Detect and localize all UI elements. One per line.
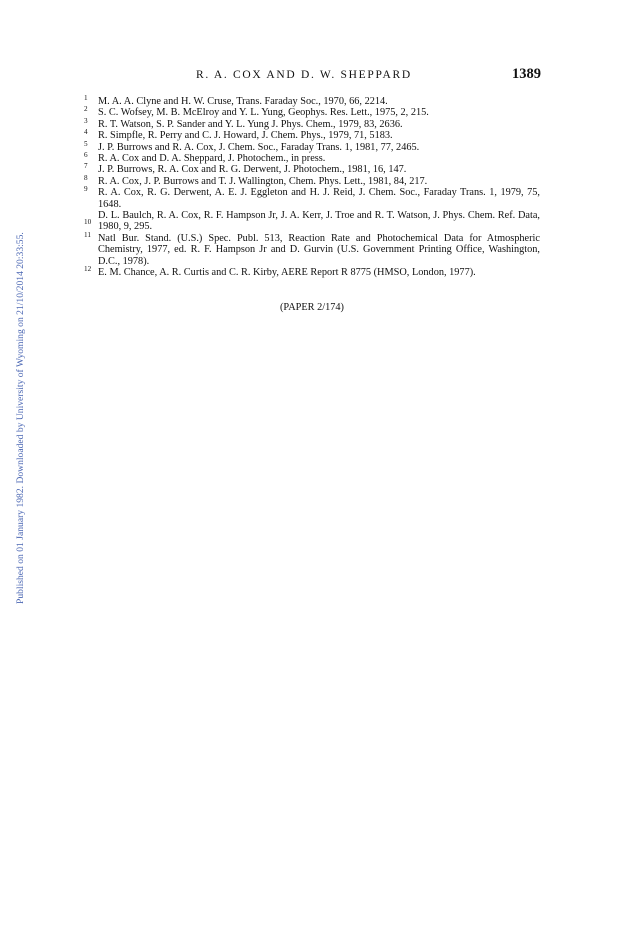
reference-number: 2	[84, 105, 88, 114]
reference-text: R. A. Cox and D. A. Sheppard, J. Photochem., in press.	[98, 153, 326, 165]
reference-text: R. A. Cox, R. G. Derwent, A. E. J. Eggleton and H. J. Reid, J. Chem. Soc., Faraday Trans. 1, 1979, 75, 1648.	[98, 187, 540, 210]
reference-item	[84, 139, 540, 153]
reference-number: 7	[84, 162, 88, 171]
reference-text: R. Simpfle, R. Perry and C. J. Howard, J. Chem. Phys., 1979, 71, 5183.	[98, 130, 393, 142]
reference-number: 5	[84, 139, 88, 148]
reference-item	[84, 173, 540, 187]
page-number: 1389	[512, 66, 541, 82]
reference-text: M. A. A. Clyne and H. W. Cruse, Trans. Faraday Soc., 1970, 66, 2214.	[98, 96, 388, 107]
running-head	[0, 66, 624, 84]
reference-text: S. C. Wofsey, M. B. McElroy and Y. L. Yung, Geophys. Res. Lett., 1975, 2, 215.	[98, 107, 429, 119]
reference-text: R. A. Cox, J. P. Burrows and T. J. Wallington, Chem. Phys. Lett., 1981, 84, 217.	[98, 175, 428, 187]
reference-number: 9	[84, 185, 88, 194]
reference-number: 4	[84, 128, 88, 137]
reference-text: Natl Bur. Stand. (U.S.) Spec. Publ. 513, Reaction Rate and Photochemical Data for Atmospheric Chemistry, 1977, ed. R. F. Hampson Jr and D. Gurvin (U.S. Government Printing Office, Washington, D.C., 1978).	[98, 232, 540, 267]
reference-number: 1	[84, 94, 88, 102]
paper-reference: (PAPER 2/174)	[280, 302, 344, 313]
reference-number: 8	[84, 173, 88, 182]
download-notice-text: Published on 01 January 1982. Downloaded by University of Wyoming on 21/10/2014 20:33:55.	[15, 232, 26, 604]
reference-item	[84, 187, 540, 210]
reference-item	[84, 153, 540, 164]
reference-text: D. L. Baulch, R. A. Cox, R. F. Hampson Jr, J. A. Kerr, J. Troe and R. T. Watson, J. Phys. Chem. Ref. Data, 1980, 9, 295.	[98, 210, 540, 233]
reference-number: 3	[84, 116, 88, 125]
reference-item	[84, 130, 540, 141]
reference-item	[84, 116, 540, 130]
reference-number: 10	[84, 218, 92, 227]
reference-number: 6	[84, 151, 88, 160]
reference-item	[84, 96, 540, 107]
reference-number: 11	[84, 230, 91, 239]
reference-text: E. M. Chance, A. R. Curtis and C. R. Kirby, AERE Report R 8775 (HMSO, London, 1977).	[98, 267, 476, 279]
download-notice	[2, 0, 26, 935]
reference-item	[84, 230, 540, 267]
running-title: R. A. COX AND D. W. SHEPPARD	[196, 69, 412, 81]
reference-text: R. T. Watson, S. P. Sander and Y. L. Yung J. Phys. Chem., 1979, 83, 2636.	[98, 118, 403, 130]
reference-text: J. P. Burrows, R. A. Cox and R. G. Derwent, J. Photochem., 1981, 16, 147.	[98, 164, 407, 176]
reference-item	[84, 164, 540, 175]
reference-text: J. P. Burrows and R. A. Cox, J. Chem. Soc., Faraday Trans. 1, 1981, 77, 2465.	[98, 141, 420, 153]
reference-item	[84, 267, 540, 278]
reference-number: 12	[84, 265, 92, 274]
reference-item	[84, 107, 540, 118]
reference-item	[84, 210, 540, 233]
reference-list	[84, 96, 540, 279]
